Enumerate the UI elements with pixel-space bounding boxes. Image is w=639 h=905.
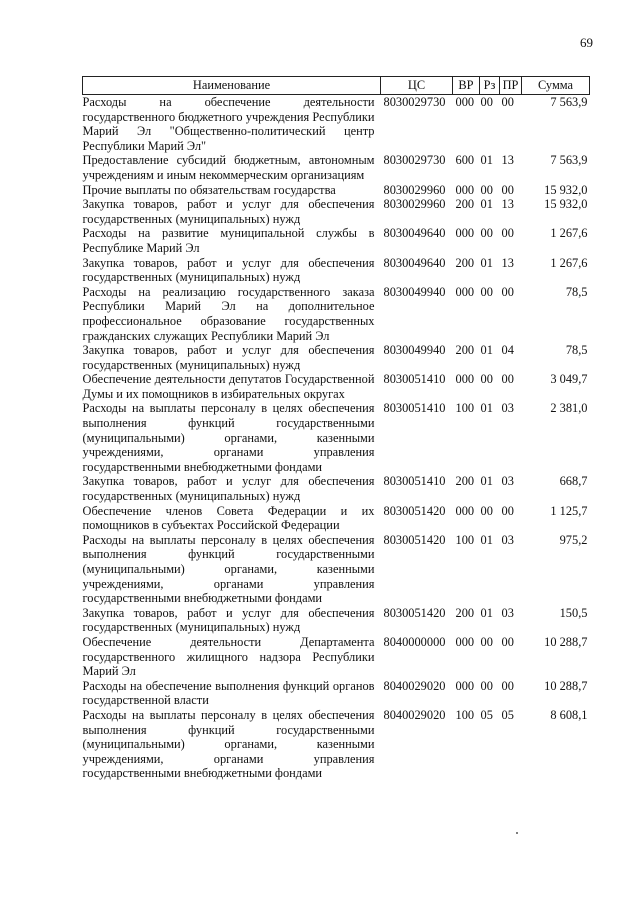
header-sum: Сумма [522,77,590,95]
cell-rz: 01 [480,153,493,168]
cell-sum: 78,5 [565,284,588,299]
cell-cs: 8030029960 [383,197,446,212]
cell-name: Закупка товаров, работ и услуг для обеспечения государственных (муниципальных) нужд [82,474,375,504]
table-row [83,285,590,343]
cell-pr: 13 [501,197,514,212]
table-row [83,372,590,401]
cell-rz: 01 [480,343,493,358]
cell-sum: 78,5 [565,343,588,358]
cell-sum: 3 049,7 [550,372,588,387]
cell-pr: 00 [501,678,514,693]
cell-vr: 000 [455,284,475,299]
cell-name: Обеспечение деятельности Департамента государственного жилищного надзора Республики Марий Эл [82,634,375,679]
cell-rz: 00 [480,284,493,299]
scan-speck [516,832,518,834]
cell-cs: 8030049940 [383,284,446,299]
cell-vr: 000 [455,182,475,197]
cell-pr: 00 [501,372,514,387]
cell-rz: 05 [480,707,493,722]
table-row [83,226,590,255]
table-row [83,504,590,533]
cell-pr: 00 [501,503,514,518]
cell-vr: 000 [455,634,475,649]
cell-pr: 13 [501,255,514,270]
table-row [83,401,590,474]
header-pr: ПР [500,77,522,95]
cell-rz: 00 [480,226,493,241]
header-name: Наименование [83,77,381,95]
cell-cs: 8030049940 [383,343,446,358]
cell-vr: 000 [455,678,475,693]
cell-pr: 03 [501,605,514,620]
cell-cs: 8030051410 [383,401,446,416]
cell-rz: 00 [480,503,493,518]
cell-pr: 03 [501,532,514,547]
table-row [83,708,590,781]
cell-cs: 8030051420 [383,532,446,547]
cell-cs: 8030051420 [383,605,446,620]
table-header-row [83,77,590,95]
cell-rz: 01 [480,605,493,620]
cell-cs: 8030029730 [383,95,446,109]
cell-sum: 10 288,7 [544,678,588,693]
cell-vr: 100 [455,401,475,416]
cell-vr: 200 [455,255,475,270]
cell-sum: 10 288,7 [544,634,588,649]
cell-pr: 00 [501,182,514,197]
cell-pr: 03 [501,474,514,489]
cell-vr: 200 [455,197,475,212]
cell-vr: 000 [455,503,475,518]
table-row [83,343,590,372]
cell-vr: 000 [455,372,475,387]
cell-name: Закупка товаров, работ и услуг для обеспечения государственных (муниципальных) нужд [82,197,375,226]
cell-name: Прочие выплаты по обязательствам государства [82,182,336,197]
table-row [83,95,590,154]
cell-vr: 200 [455,605,475,620]
cell-vr: 600 [455,153,475,168]
table-row [83,606,590,635]
table-row [83,183,590,198]
table-row [83,153,590,182]
cell-rz: 01 [480,401,493,416]
cell-rz: 01 [480,197,493,212]
cell-rz: 00 [480,95,493,109]
cell-rz: 00 [480,634,493,649]
cell-name: Расходы на обеспечение деятельности государственного бюджетного учреждения Республики Марий Эл "Общественно-политический центр Республики Марий Эл" [82,95,375,153]
cell-vr: 200 [455,343,475,358]
cell-sum: 1 267,6 [550,255,588,270]
cell-pr: 00 [501,284,514,299]
cell-sum: 15 932,0 [544,182,588,197]
cell-name: Обеспечение членов Совета Федерации и их помощников в субъектах Российской Федерации [82,503,375,533]
cell-name: Закупка товаров, работ и услуг для обеспечения государственных (муниципальных) нужд [82,343,375,372]
cell-cs: 8030051410 [383,372,446,387]
cell-name: Обеспечение деятельности депутатов Государственной Думы и их помощников в избирательных округах [82,372,375,401]
cell-cs: 8040029020 [383,678,446,693]
cell-pr: 00 [501,634,514,649]
cell-pr: 00 [501,95,514,109]
cell-cs: 8030049640 [383,255,446,270]
cell-cs: 8040029020 [383,707,446,722]
cell-sum: 668,7 [559,474,588,489]
cell-pr: 03 [501,401,514,416]
cell-sum: 975,2 [559,532,588,547]
cell-rz: 01 [480,532,493,547]
cell-vr: 000 [455,226,475,241]
cell-cs: 8030029960 [383,182,446,197]
cell-pr: 13 [501,153,514,168]
cell-cs: 8030051420 [383,503,446,518]
table-row [83,533,590,606]
cell-pr: 05 [501,707,514,722]
cell-name: Расходы на развитие муниципальной службы в Республике Марий Эл [82,226,375,255]
cell-name: Расходы на выплаты персоналу в целях обеспечения выполнения функций государственными (муниципальными) органами, казенными учреждениями, органами управления государственными внебюджетными фондами [82,401,375,474]
cell-vr: 100 [455,532,475,547]
cell-cs: 8030049640 [383,226,446,241]
cell-pr: 04 [501,343,514,358]
table-row [83,197,590,226]
header-vr: ВР [453,77,480,95]
header-cs: ЦС [381,77,453,95]
cell-sum: 1 125,7 [550,503,588,518]
table-body [83,95,590,781]
cell-rz: 01 [480,474,493,489]
cell-sum: 2 381,0 [550,401,588,416]
cell-name: Предоставление субсидий бюджетным, автономным учреждениям и иным некоммерческим организациям [82,153,375,182]
cell-name: Расходы на обеспечение выполнения функций органов государственной власти [82,678,375,708]
cell-rz: 01 [480,255,493,270]
cell-sum: 1 267,6 [550,226,588,241]
header-rz: Рз [480,77,500,95]
table-row [83,256,590,285]
cell-vr: 000 [455,95,475,109]
cell-sum: 7 563,9 [550,153,588,168]
cell-cs: 8030051410 [383,474,446,489]
cell-sum: 8 608,1 [550,707,588,722]
table-row [83,474,590,503]
cell-name: Закупка товаров, работ и услуг для обеспечения государственных (муниципальных) нужд [82,255,375,285]
page-number: 69 [580,35,593,50]
cell-sum: 7 563,9 [550,95,588,109]
cell-name: Расходы на выплаты персоналу в целях обеспечения выполнения функций государственными (муниципальными) органами, казенными учреждениями, органами управления государственными внебюджетными фондами [82,707,375,781]
cell-rz: 00 [480,182,493,197]
cell-name: Закупка товаров, работ и услуг для обеспечения государственных (муниципальных) нужд [82,605,375,635]
table-row [83,635,590,679]
cell-name: Расходы на реализацию государственного заказа Республики Марий Эл на дополнительное профессиональное образование государственных гражданских служащих Республики Марий Эл [82,284,375,343]
table-row [83,679,590,708]
budget-table [82,76,590,781]
cell-vr: 100 [455,707,475,722]
cell-pr: 00 [501,226,514,241]
cell-vr: 200 [455,474,475,489]
cell-cs: 8030029730 [383,153,446,168]
cell-name: Расходы на выплаты персоналу в целях обеспечения выполнения функций государственными (муниципальными) органами, казенными учреждениями, органами управления государственными внебюджетными фондами [82,532,375,606]
cell-sum: 15 932,0 [544,197,588,212]
cell-cs: 8040000000 [383,634,446,649]
cell-sum: 150,5 [559,605,588,620]
cell-rz: 00 [480,678,493,693]
cell-rz: 00 [480,372,493,387]
